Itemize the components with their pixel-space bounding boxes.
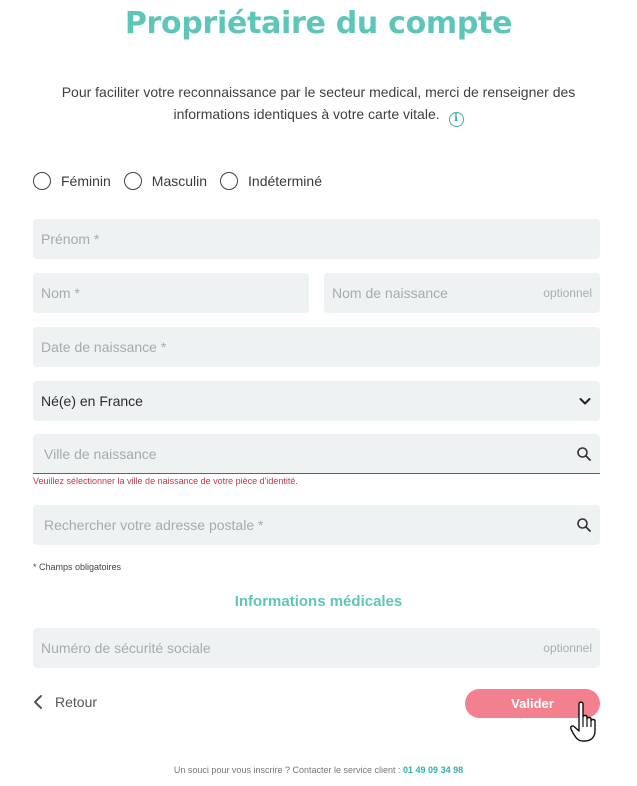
birth-country-select[interactable] xyxy=(33,381,600,421)
first-name-field[interactable] xyxy=(33,219,600,259)
social-security-placeholder: Numéro de sécurité sociale xyxy=(41,640,211,656)
radio-masculin[interactable] xyxy=(124,172,207,190)
address-placeholder: Rechercher votre adresse postale * xyxy=(44,517,264,533)
radio-indetermine[interactable] xyxy=(220,172,322,190)
radio-button[interactable] xyxy=(124,172,142,190)
birth-date-placeholder: Date de naissance * xyxy=(41,339,167,355)
birth-city-field[interactable] xyxy=(33,434,600,474)
social-security-field[interactable] xyxy=(33,628,600,668)
required-note: * Champs obligatoires xyxy=(33,562,122,572)
chevron-down-icon[interactable] xyxy=(578,394,592,408)
optional-label: optionnel xyxy=(543,286,592,300)
last-name-field[interactable] xyxy=(33,273,309,313)
search-icon[interactable] xyxy=(576,446,592,462)
page-title: Propriétaire du compte xyxy=(124,6,513,41)
radio-label: Indéterminé xyxy=(248,173,322,189)
last-name-placeholder: Nom * xyxy=(41,285,80,301)
radio-label: Féminin xyxy=(61,173,111,189)
address-field[interactable] xyxy=(33,505,600,545)
footer xyxy=(0,765,637,775)
radio-button[interactable] xyxy=(220,172,238,190)
birth-name-field[interactable] xyxy=(324,273,600,313)
radio-feminin[interactable] xyxy=(33,172,111,190)
chevron-left-icon xyxy=(33,694,43,710)
support-phone-link[interactable]: 01 49 09 34 98 xyxy=(403,765,464,775)
birth-country-value: Né(e) en France xyxy=(41,393,143,409)
birth-name-placeholder: Nom de naissance xyxy=(332,285,448,301)
info-icon[interactable]: i xyxy=(449,112,464,127)
submit-label: Valider xyxy=(511,696,554,711)
hand-cursor-icon xyxy=(570,700,600,742)
birth-city-placeholder: Ville de naissance xyxy=(44,445,157,462)
search-icon[interactable] xyxy=(576,517,592,533)
radio-label: Masculin xyxy=(151,173,208,189)
footer-text: Un souci pour vous inscrire ? Contacter le service client : xyxy=(173,765,401,775)
gender-radio-group xyxy=(33,172,335,190)
birth-date-field[interactable] xyxy=(33,327,600,367)
back-label: Retour xyxy=(55,694,98,710)
first-name-placeholder: Prénom * xyxy=(41,231,100,247)
medical-section-title: Informations médicales xyxy=(234,593,403,610)
birth-city-error: Veuillez sélectionner la ville de naissance de votre pièce d'identité. xyxy=(33,476,298,486)
intro-label: Pour faciliter votre reconnaissance par le secteur medical, merci de renseigner des informations identiques à votre carte vitale. xyxy=(61,84,576,122)
intro-text xyxy=(40,81,597,127)
optional-label: optionnel xyxy=(543,641,592,655)
back-button[interactable] xyxy=(33,694,97,710)
radio-button[interactable] xyxy=(33,172,51,190)
